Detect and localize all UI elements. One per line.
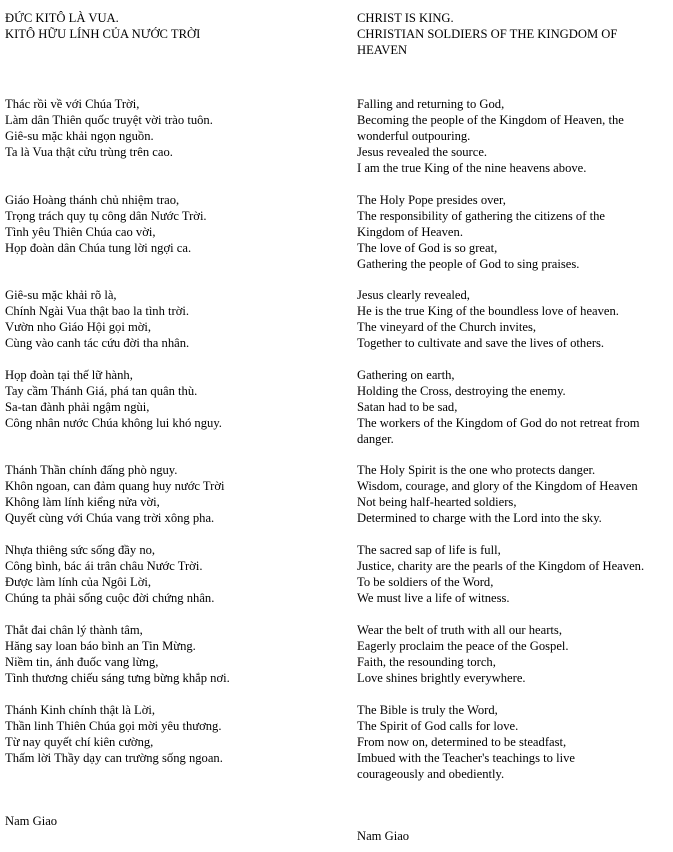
stanza-vi-5: [5, 462, 225, 526]
english-column: [357, 10, 669, 843]
verse-line: Vườn nho Giáo Hội gọi mời,: [5, 320, 152, 334]
verse-line: Eagerly proclaim the peace of the Gospel.: [357, 639, 569, 653]
verse-line: Cùng vào canh tác cứu đời tha nhân.: [5, 336, 190, 350]
verse-line: Thánh Thần chính đấng phò nguy.: [5, 463, 178, 477]
verse-line: Giê-su mặc khải rõ là,: [5, 288, 117, 302]
verse-line: Falling and returning to God,: [357, 97, 505, 111]
stanza-vi-8: [5, 702, 223, 766]
verse-line: Hăng say loan báo bình an Tin Mừng.: [5, 639, 196, 653]
verse-line: Tình thương chiếu sáng tưng bừng khắp nơi.: [5, 671, 230, 685]
verse-line: Holding the Cross, destroying the enemy.: [357, 384, 566, 398]
title-line: CHRIST IS KING.: [357, 11, 454, 25]
verse-line: Không làm lính kiểng nửa vời,: [5, 495, 160, 509]
stanza-en-1: [357, 96, 624, 176]
verse-line: Jesus clearly revealed,: [357, 288, 470, 302]
verse-line: Ta là Vua thật cửu trùng trên cao.: [5, 145, 173, 159]
verse-line: Becoming the people of the Kingdom of Heaven, the: [357, 113, 624, 127]
author-signature-english: Nam Giao: [357, 829, 410, 843]
verse-line: Thấm lời Thầy dạy can trường sống ngoan.: [5, 751, 223, 765]
verse-line: Determined to charge with the Lord into the sky.: [357, 511, 602, 525]
verse-line: Thác rồi về với Chúa Trời,: [5, 97, 140, 111]
verse-line: The sacred sap of life is full,: [357, 543, 501, 557]
verse-line: Tay cầm Thánh Giá, phá tan quân thù.: [5, 384, 198, 398]
stanza-vi-1: [5, 96, 213, 160]
verse-line: Thánh Kinh chính thật là Lời,: [5, 703, 156, 717]
verse-line: Từ nay quyết chí kiên cường,: [5, 735, 154, 749]
stanza-vi-3: [5, 287, 189, 351]
verse-line: Họp đoàn dân Chúa tung lời ngợi ca.: [5, 241, 192, 255]
stanza-vi-7: [5, 622, 230, 686]
verse-line: To be soldiers of the Word,: [357, 575, 494, 589]
verse-line: Chúng ta phải sống cuộc đời chứng nhân.: [5, 591, 215, 605]
verse-line: Love shines brightly everywhere.: [357, 671, 526, 685]
title-line: ĐỨC KITÔ LÀ VUA.: [5, 11, 119, 25]
title-line: KITÔ HỮU LÍNH CỦA NƯỚC TRỜI: [5, 27, 201, 41]
verse-line: I am the true King of the nine heavens above.: [357, 161, 587, 175]
title-line: CHRISTIAN SOLDIERS OF THE KINGDOM OF: [357, 27, 618, 41]
verse-line: Not being half-hearted soldiers,: [357, 495, 517, 509]
verse-line: Justice, charity are the pearls of the Kingdom of Heaven.: [357, 559, 645, 573]
stanza-en-6: [357, 542, 644, 606]
title-line: HEAVEN: [357, 43, 408, 57]
verse-line: Thần linh Thiên Chúa gọi mời yêu thương.: [5, 719, 222, 733]
poem-title-english: [357, 10, 669, 58]
verse-line: Được làm lính của Ngôi Lời,: [5, 575, 152, 589]
verse-line: Tình yêu Thiên Chúa cao vời,: [5, 225, 156, 239]
stanza-vi-6: [5, 542, 214, 606]
stanza-en-8: [357, 702, 575, 782]
verse-line: Trọng trách quy tụ công dân Nước Trời.: [5, 209, 207, 223]
verse-line: wonderful outpouring.: [357, 129, 471, 143]
verse-line: Họp đoàn tại thế lữ hành,: [5, 368, 133, 382]
verse-line: Jesus revealed the source.: [357, 145, 488, 159]
verse-line: The Holy Pope presides over,: [357, 193, 506, 207]
verse-line: Gathering on earth,: [357, 368, 455, 382]
stanza-en-2: [357, 192, 605, 272]
verse-line: Sa-tan đành phải ngậm ngùi,: [5, 400, 150, 414]
stanza-en-4: [357, 367, 640, 447]
verse-line: The responsibility of gathering the citizens of the: [357, 209, 605, 223]
stanza-vi-4: [5, 367, 222, 431]
verse-line: Satan had to be sad,: [357, 400, 458, 414]
verse-line: Faith, the resounding torch,: [357, 655, 496, 669]
verse-line: Gathering the people of God to sing praises.: [357, 257, 580, 271]
verse-line: The Holy Spirit is the one who protects danger.: [357, 463, 596, 477]
verse-line: Giê-su mặc khải ngọn nguồn.: [5, 129, 154, 143]
stanza-en-7: [357, 622, 569, 686]
verse-line: Imbued with the Teacher's teachings to live: [357, 751, 575, 765]
stanza-vi-2: [5, 192, 207, 256]
poem-title-vietnamese: [5, 10, 335, 42]
verse-line: Together to cultivate and save the lives of others.: [357, 336, 605, 350]
verse-line: Thắt đai chân lý thành tâm,: [5, 623, 143, 637]
verse-line: Công nhân nước Chúa không lui khó nguy.: [5, 416, 222, 430]
author-signature-vietnamese: Nam Giao: [5, 814, 58, 828]
verse-line: Khôn ngoan, can đảm quang huy nước Trời: [5, 479, 225, 493]
verse-line: Công bình, bác ái trân châu Nước Trời.: [5, 559, 203, 573]
verse-line: He is the true King of the boundless love of heaven.: [357, 304, 619, 318]
verse-line: The vineyard of the Church invites,: [357, 320, 537, 334]
stanza-en-3: [357, 287, 619, 351]
vietnamese-column: [5, 10, 335, 828]
verse-line: From now on, determined to be steadfast,: [357, 735, 567, 749]
verse-line: danger.: [357, 432, 394, 446]
verse-line: Làm dân Thiên quốc truyệt vời trào tuôn.: [5, 113, 213, 127]
verse-line: The Spirit of God calls for love.: [357, 719, 519, 733]
verse-line: We must live a life of witness.: [357, 591, 510, 605]
verse-line: Niềm tin, ánh đuốc vang lừng,: [5, 655, 159, 669]
verse-line: Nhựa thiêng sức sống đầy no,: [5, 543, 156, 557]
verse-line: The workers of the Kingdom of God do not retreat from: [357, 416, 640, 430]
verse-line: Giáo Hoàng thánh chủ nhiệm trao,: [5, 193, 180, 207]
verse-line: The love of God is so great,: [357, 241, 498, 255]
verse-line: Wisdom, courage, and glory of the Kingdom of Heaven: [357, 479, 638, 493]
verse-line: Quyết cùng với Chúa vang trời xông pha.: [5, 511, 215, 525]
verse-line: Chính Ngài Vua thật bao la tình trời.: [5, 304, 190, 318]
stanza-en-5: [357, 462, 638, 526]
verse-line: Kingdom of Heaven.: [357, 225, 463, 239]
verse-line: Wear the belt of truth with all our hearts,: [357, 623, 562, 637]
verse-line: courageously and obediently.: [357, 767, 505, 781]
verse-line: The Bible is truly the Word,: [357, 703, 498, 717]
